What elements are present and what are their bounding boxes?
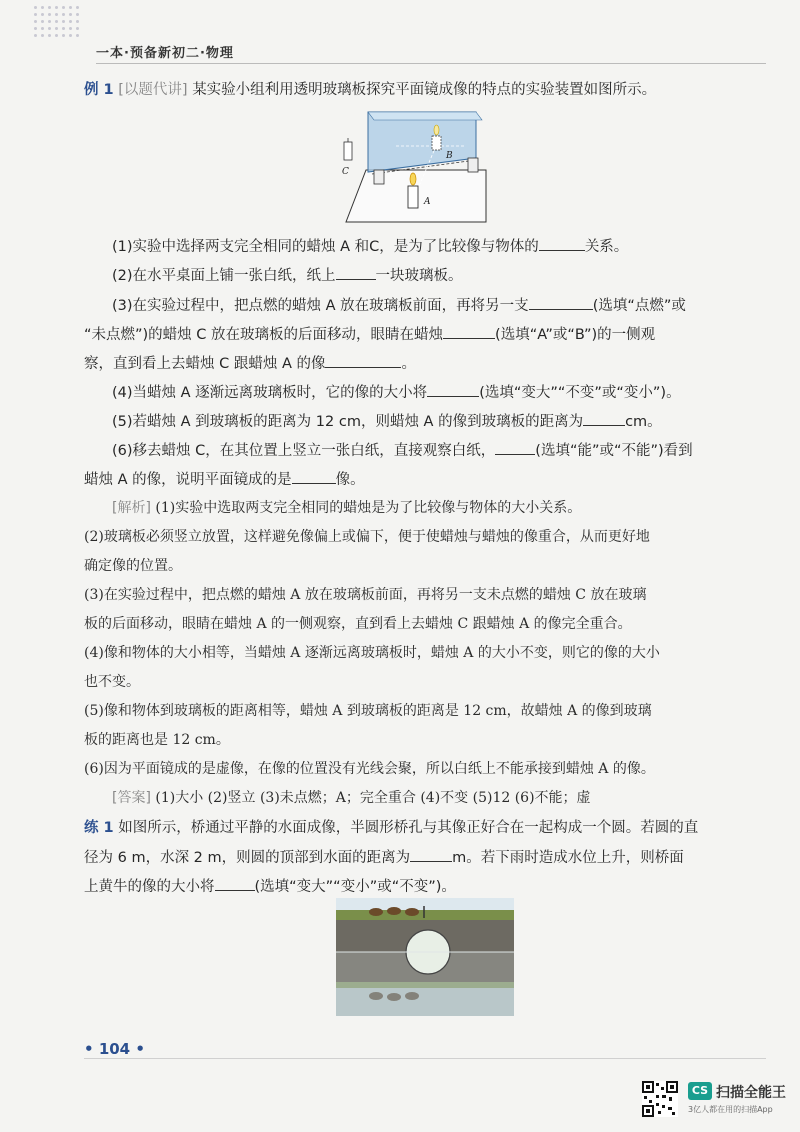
answer-blank[interactable]	[529, 295, 593, 310]
question-1	[112, 236, 628, 257]
example-label: 例 1	[84, 82, 114, 98]
decorative-dot	[41, 13, 44, 16]
question-3-hint: (选填“点燃”或	[592, 298, 686, 314]
analysis-line-3: 确定像的位置。	[84, 558, 182, 574]
answer-blank[interactable]	[215, 876, 255, 891]
header-title: 一本·预备新初二·物理	[96, 46, 234, 61]
decorative-dot	[34, 34, 37, 37]
decorative-dot	[48, 13, 51, 16]
decorative-dot-grid	[34, 6, 86, 40]
answer-line	[112, 788, 591, 808]
analysis-line-10: (6)因为平面镜成的是虚像，在像的位置没有光线会聚，所以白纸上不能承接到蜡烛 A 的像。	[84, 761, 655, 777]
analysis-line-9: 板的距离也是 12 cm。	[84, 732, 230, 748]
question-2	[112, 265, 463, 286]
question-3-text: (3)在实验过程中，把点燃的蜡烛 A 放在玻璃板前面，再将另一支	[112, 298, 529, 314]
practice-line-3	[84, 876, 456, 897]
answer-tag: [答案]	[112, 790, 151, 806]
analysis-line-6: (4)像和物体的大小相等，当蜡烛 A 逐渐远离玻璃板时，蜡烛 A 的大小不变，则它的像的大小	[84, 645, 660, 661]
question-3-line-1	[112, 295, 686, 316]
analysis-line-5: 板的后面移动，眼睛在蜡烛 A 的一侧观察，直到看上去蜡烛 C 跟蜡烛 A 的像完全重合。	[84, 616, 632, 632]
figure-label-a: A	[424, 197, 431, 207]
answer-blank[interactable]	[583, 411, 625, 426]
decorative-dot	[41, 34, 44, 37]
question-6-text: 蜡烛 A 的像，说明平面镜成的是	[84, 472, 292, 488]
question-2-text: (2)在水平桌面上铺一张白纸，纸上	[112, 268, 336, 284]
decorative-dot	[34, 6, 37, 9]
analysis-line-1	[112, 498, 581, 518]
page-number-value: 104	[98, 1040, 131, 1058]
decorative-dot	[69, 13, 72, 16]
question-3-line-3	[84, 353, 416, 374]
example-stem-line	[84, 80, 656, 100]
question-5-text: (5)若蜡烛 A 到玻璃板的距离为 12 cm，则蜡烛 A 的像到玻璃板的距离为	[112, 414, 584, 430]
question-4-text: (4)当蜡烛 A 逐渐远离玻璃板时，它的像的大小将	[112, 385, 428, 401]
question-3-line-2	[84, 324, 655, 345]
decorative-dot	[69, 20, 72, 23]
answer-blank[interactable]	[292, 469, 336, 484]
decorative-dot	[62, 27, 65, 30]
decorative-dot	[34, 20, 37, 23]
answer-blank[interactable]	[427, 382, 479, 397]
bridge-reflection-photo	[336, 898, 514, 1016]
question-2-tail: 一块玻璃板。	[375, 268, 463, 284]
decorative-dot	[62, 20, 65, 23]
practice-line-1	[84, 818, 698, 838]
question-3-tail: 。	[401, 356, 416, 372]
question-3-text: 察，直到看上去蜡烛 C 跟蜡烛 A 的像	[84, 356, 326, 372]
decorative-dot	[41, 6, 44, 9]
decorative-dot	[55, 13, 58, 16]
decorative-dot	[76, 13, 79, 16]
scanner-app-slogan: 3亿人都在用的扫描App	[688, 1105, 773, 1114]
analysis-line-7: 也不变。	[84, 674, 140, 690]
footer-divider	[84, 1058, 766, 1059]
practice-label: 练 1	[84, 820, 114, 836]
decorative-dot	[76, 34, 79, 37]
decorative-dot	[48, 34, 51, 37]
question-6-hint: (选填“能”或“不能”)看到	[535, 443, 693, 459]
practice-text: 如图所示，桥通过平静的水面成像，半圆形桥孔与其像正好合在一起构成一个圆。若圆的直	[118, 820, 699, 836]
analysis-line-4: (3)在实验过程中，把点燃的蜡烛 A 放在玻璃板前面，再将另一支未点燃的蜡烛 C 放在玻璃	[84, 587, 647, 603]
question-1-tail: 关系。	[584, 239, 629, 255]
decorative-dot	[69, 27, 72, 30]
question-4	[112, 382, 681, 403]
figure-label-b: B	[446, 151, 453, 161]
decorative-dot	[62, 34, 65, 37]
practice-hint: (选填“变大”“变小”或“不变”)。	[254, 879, 456, 895]
analysis-tag: [解析]	[112, 500, 151, 516]
example-stem: 某实验小组利用透明玻璃板探究平面镜成像的特点的实验装置如图所示。	[192, 82, 657, 98]
decorative-dot	[76, 6, 79, 9]
question-6-text: (6)移去蜡烛 C，在其位置上竖立一张白纸，直接观察白纸，	[112, 443, 496, 459]
qr-code-icon	[642, 1081, 678, 1117]
question-6-tail: 像。	[335, 472, 365, 488]
decorative-dot	[55, 6, 58, 9]
scanner-app-name: 扫描全能王	[716, 1085, 786, 1101]
decorative-dot	[62, 13, 65, 16]
page-number: • 104 •	[84, 1040, 145, 1058]
answer-blank[interactable]	[495, 440, 535, 455]
decorative-dot	[34, 27, 37, 30]
decorative-dot	[76, 20, 79, 23]
question-5-tail: cm。	[625, 414, 662, 430]
answer-blank[interactable]	[410, 847, 452, 862]
question-6-line-1	[112, 440, 693, 461]
decorative-dot	[48, 6, 51, 9]
decorative-dot	[48, 20, 51, 23]
decorative-dot	[69, 34, 72, 37]
question-3-text: “未点燃”)的蜡烛 C 放在玻璃板的后面移动，眼睛在蜡烛	[84, 327, 444, 343]
question-5	[112, 411, 662, 432]
answer-blank[interactable]	[539, 236, 585, 251]
practice-line-2	[84, 847, 684, 868]
answer-blank[interactable]	[443, 324, 495, 339]
answer-blank[interactable]	[336, 265, 376, 280]
answer-blank[interactable]	[325, 353, 401, 368]
decorative-dot	[55, 34, 58, 37]
analysis-text: (1)实验中选取两支完全相同的蜡烛是为了比较像与物体的大小关系。	[155, 500, 582, 516]
answer-text: (1)大小 (2)竖立 (3)未点燃；A；完全重合 (4)不变 (5)12 (6)不能；虚	[155, 790, 591, 806]
question-6-line-2	[84, 469, 365, 490]
decorative-dot	[48, 27, 51, 30]
decorative-dot	[69, 6, 72, 9]
decorative-dot	[76, 27, 79, 30]
practice-text: 上黄牛的像的大小将	[84, 879, 215, 895]
question-3-hint: (选填“A”或“B”)的一侧观	[495, 327, 656, 343]
decorative-dot	[34, 13, 37, 16]
decorative-dot	[41, 20, 44, 23]
decorative-dot	[55, 20, 58, 23]
analysis-line-8: (5)像和物体到玻璃板的距离相等，蜡烛 A 到玻璃板的距离是 12 cm，故蜡烛 A 的像到玻璃	[84, 703, 652, 719]
question-1-text: (1)实验中选择两支完全相同的蜡烛 A 和C，是为了比较像与物体的	[112, 239, 539, 255]
decorative-dot	[62, 6, 65, 9]
practice-text: 径为 6 m，水深 2 m，则圆的顶部到水面的距离为	[84, 850, 411, 866]
decorative-dot	[55, 27, 58, 30]
analysis-line-2: (2)玻璃板必须竖立放置，这样避免像偏上或偏下，便于使蜡烛与蜡烛的像重合，从而更好地	[84, 529, 650, 545]
mirror-experiment-figure	[336, 108, 496, 226]
decorative-dot	[41, 27, 44, 30]
camscanner-logo-icon: CS	[688, 1082, 712, 1100]
header-divider	[96, 63, 766, 64]
example-tag: [以题代讲]	[118, 82, 188, 98]
question-4-hint: (选填“变大”“不变”或“变小”)。	[479, 385, 681, 401]
practice-text: m。若下雨时造成水位上升，则桥面	[452, 850, 684, 866]
figure-label-c: C	[342, 167, 349, 177]
